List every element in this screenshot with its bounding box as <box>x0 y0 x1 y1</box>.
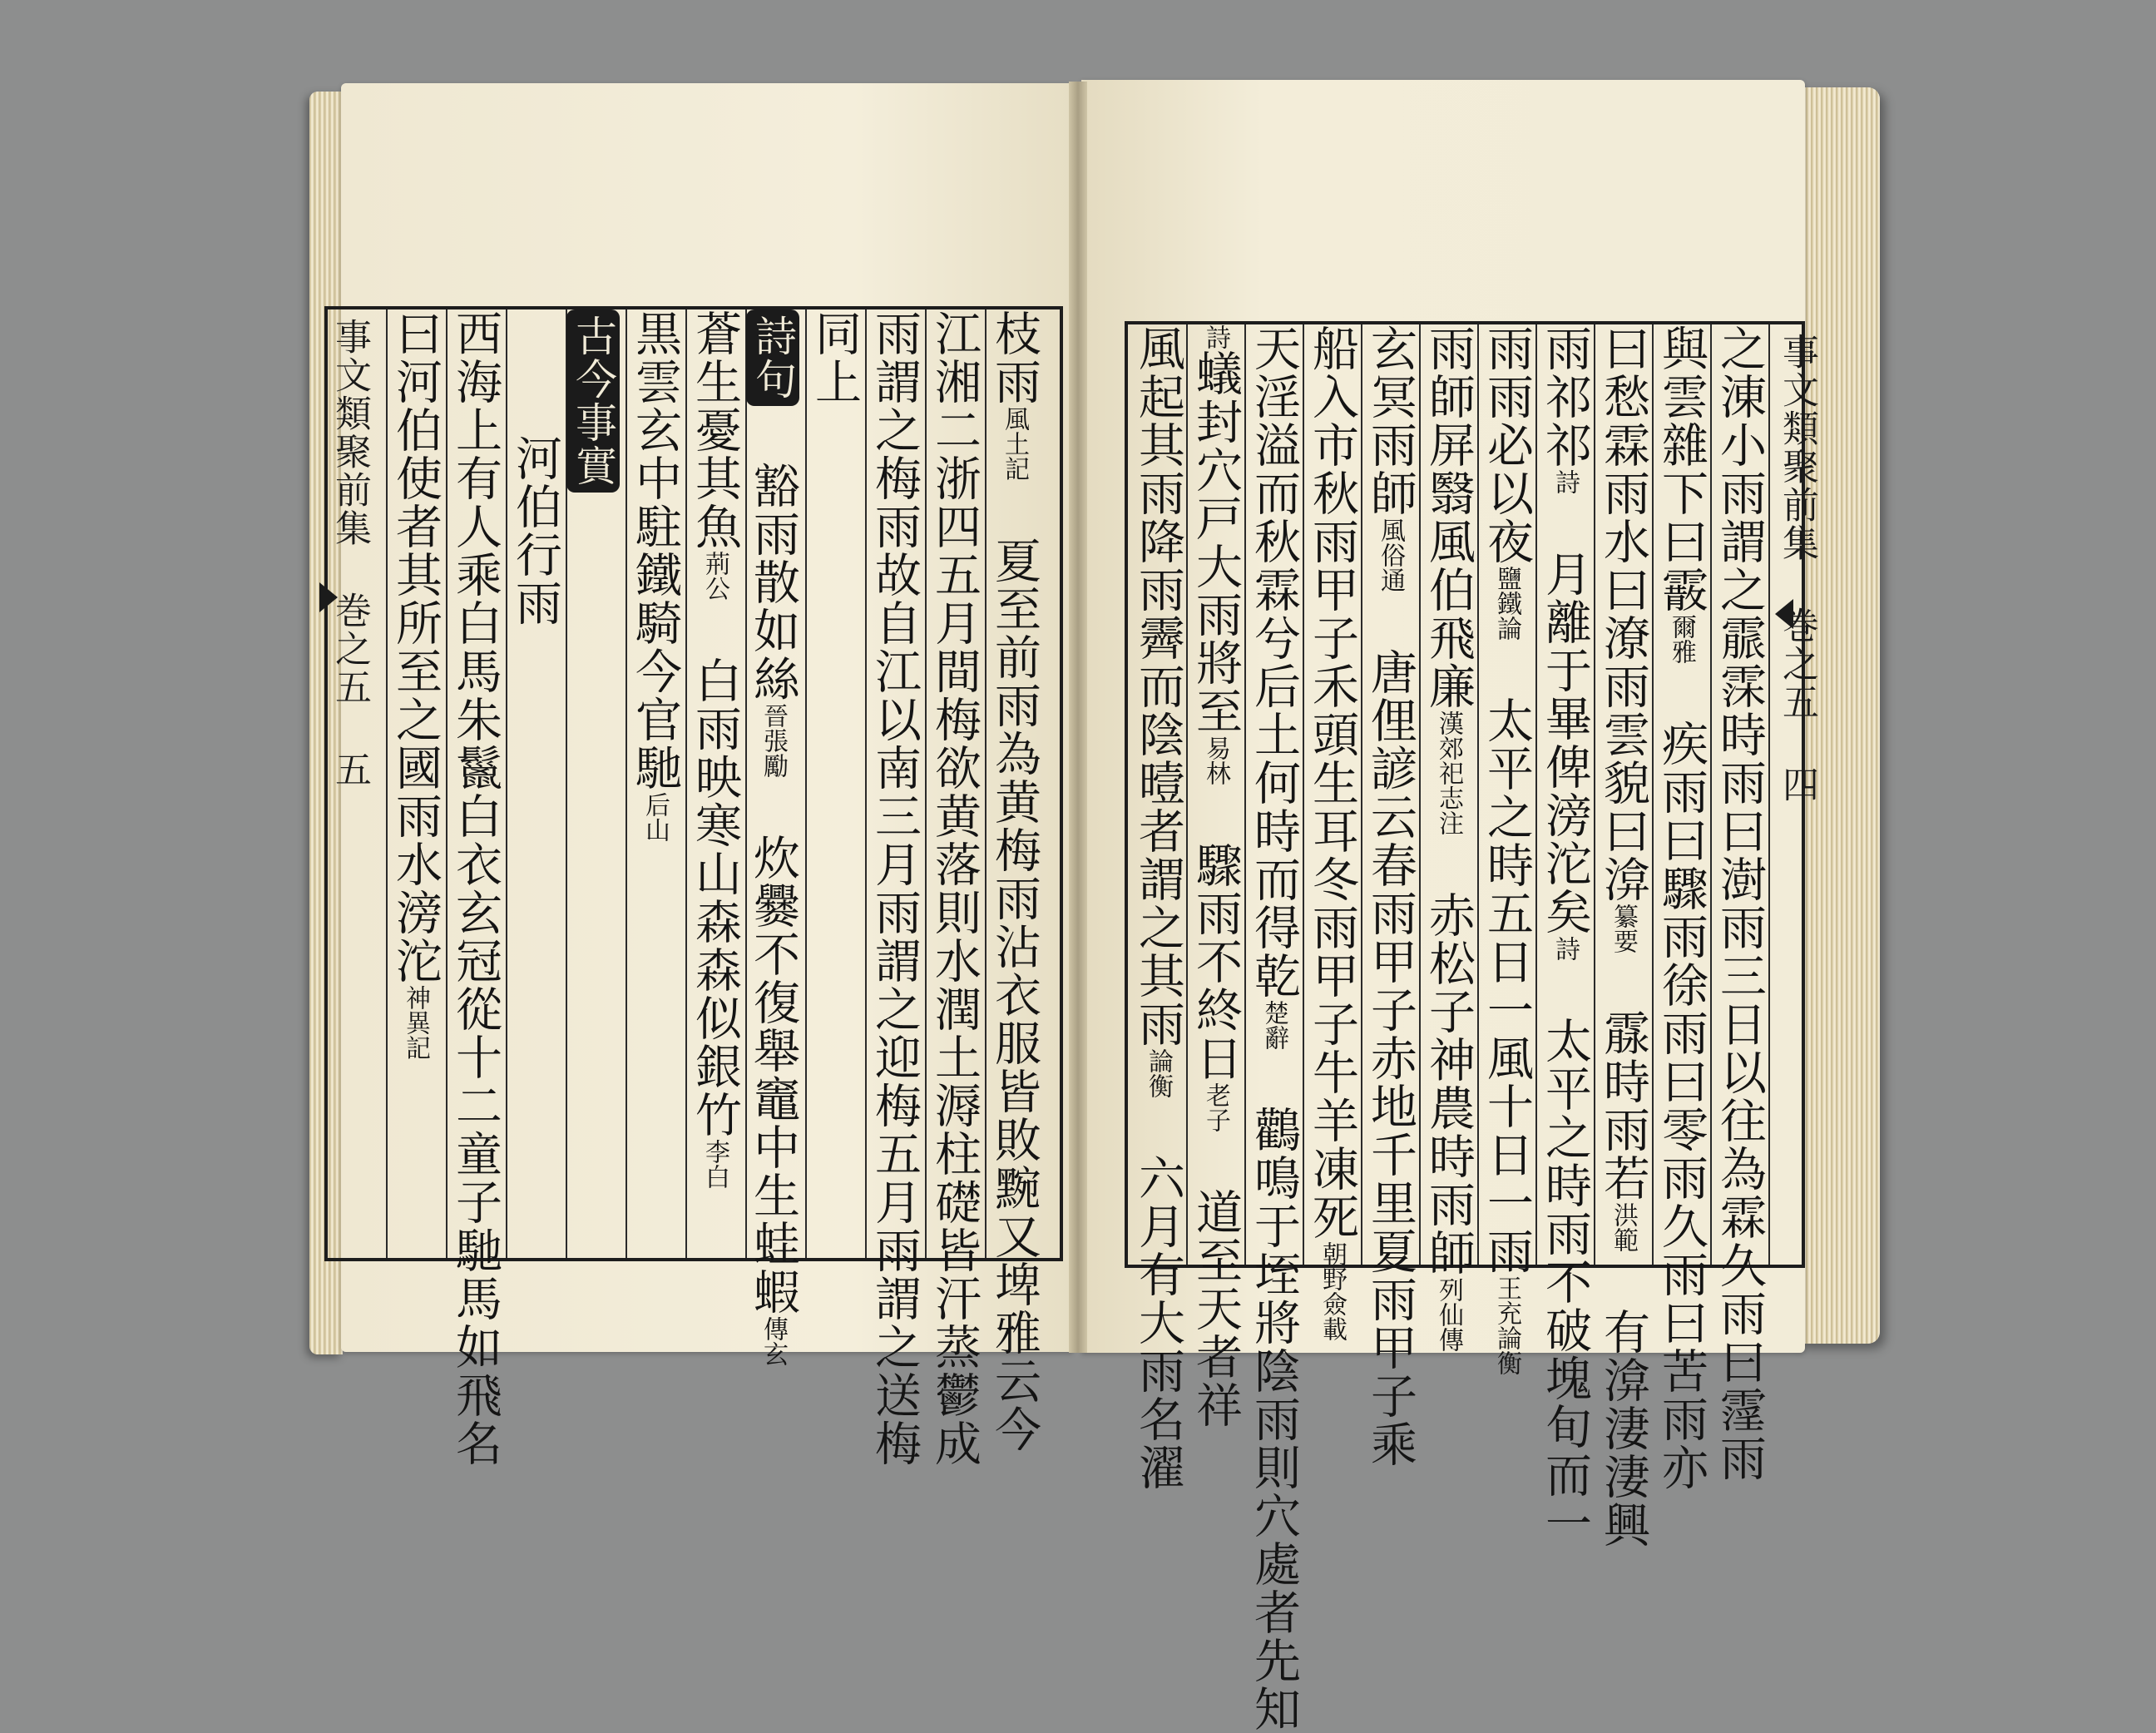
column-rule <box>626 309 627 1258</box>
left-col-7: 同上 <box>808 309 862 406</box>
column-rule <box>985 309 987 1258</box>
right-col-3: 天淫溢而秋霖兮后土何時而得乾楚辭 鸛鳴于垤將陰雨則穴處者先知 <box>1247 324 1301 1733</box>
left-col-4: 枝雨風土記 夏至前雨為黄梅雨沾衣服皆敗黦又埤雅云今 <box>987 309 1041 1453</box>
right-col-9: 曰愁霖雨水曰潦雨雲貌曰渰纂要 霡時雨若洪範 有渰淒淒興 <box>1596 324 1650 1549</box>
hanshin-title: 事文類聚前集 <box>1776 333 1818 562</box>
left-col-5: 江湘二浙四五月間梅欲黄落則水潤土溽柱礎皆汗蒸鬱成 <box>927 309 982 1468</box>
right-text-frame <box>1125 321 1818 1733</box>
hanshin-title: 事文類聚前集 <box>329 318 371 547</box>
left-col-6: 雨謂之梅雨故自江以南三月雨謂之迎梅五月雨謂之送梅 <box>868 309 922 1468</box>
left-col-9: 蒼生憂其魚荊公 白雨映寒山森森似銀竹李白 <box>688 309 742 1189</box>
right-col-8: 雨祁祁詩 月離于畢俾滂沱矣詩 太平之時雨不破塊旬而一 <box>1538 324 1592 1547</box>
right-col-11: 之涷小雨謂之霢霂時雨曰澍雨三日以往為霖久雨曰霪雨 <box>1713 324 1767 1483</box>
right-col-6: 雨師屏翳風伯飛廉漢郊祀志注 赤松子神農時雨師列仙傳 <box>1422 324 1476 1352</box>
left-col-14: 曰河伯使者其所至之國雨水滂沱神異記 <box>388 309 443 1060</box>
right-hanshin <box>1770 333 1823 1256</box>
left-col-8: 詩句 豁雨散如絲晉張勵 炊爨不復舉竈中生蛙蝦傳玄 <box>749 309 799 1258</box>
hanshin-leaf: 四 <box>1776 765 1818 804</box>
right-col-10: 與雲雜下曰霰爾雅 疾雨曰驟雨徐雨曰零雨久雨曰苦雨亦 <box>1654 324 1708 1492</box>
column-rule <box>685 309 687 1258</box>
column-rule <box>506 309 507 1258</box>
right-col-1: 風起其雨降雨霽而陰曀者謂之其雨論衡 六月有大雨名濯 <box>1131 324 1185 1492</box>
right-col-4: 船入市秋雨甲子禾頭生耳冬雨甲子牛羊凍死朝野僉載 <box>1305 324 1359 1341</box>
section-tag-gujin: 古今事實 <box>566 309 620 493</box>
column-rule <box>1361 324 1362 1265</box>
left-fishtail-mark <box>319 582 338 612</box>
right-col-2: 詩蟻封穴戸大雨將至易林 驟雨不終日老子 道至天者祥 <box>1189 324 1243 1429</box>
column-rule <box>1535 324 1537 1265</box>
column-rule <box>1477 324 1479 1265</box>
column-rule <box>1594 324 1595 1265</box>
column-rule <box>386 309 388 1258</box>
column-rule <box>1186 324 1188 1265</box>
column-rule <box>865 309 867 1258</box>
left-text-frame <box>324 306 1063 1468</box>
column-rule <box>446 309 448 1258</box>
right-col-7: 雨雨必以夜鹽鐵論 太平之時五日一風十日一雨王充論衡 <box>1480 324 1534 1375</box>
column-rule <box>805 309 807 1258</box>
column-rule <box>1419 324 1421 1265</box>
right-col-5: 玄冥雨師風俗通 唐俚諺云春雨甲子赤地千里夏雨甲子乘 <box>1363 324 1417 1468</box>
column-rule <box>1652 324 1654 1265</box>
left-col-12: 河伯行雨 <box>508 434 562 627</box>
section-tag-shiju: 詩句 <box>746 309 799 406</box>
left-col-10: 黒雲玄中駐鐵騎今官馳后山 <box>628 309 682 842</box>
hanshin-volume: 巻之五 <box>329 592 371 706</box>
left-col-11 <box>570 309 620 1258</box>
right-fishtail-mark <box>1775 599 1793 629</box>
left-hanshin <box>323 318 376 1250</box>
column-rule <box>1244 324 1246 1265</box>
book-gutter <box>1069 82 1087 1353</box>
column-rule <box>925 309 927 1258</box>
hanshin-leaf: 五 <box>329 750 371 789</box>
hanshin-volume: 巻之五 <box>1776 607 1818 721</box>
column-rule <box>1303 324 1304 1265</box>
column-rule <box>1710 324 1712 1265</box>
left-col-13: 西海上有人乘白馬朱鬣白衣玄冠從十二童子馳馬如飛名 <box>448 309 502 1468</box>
